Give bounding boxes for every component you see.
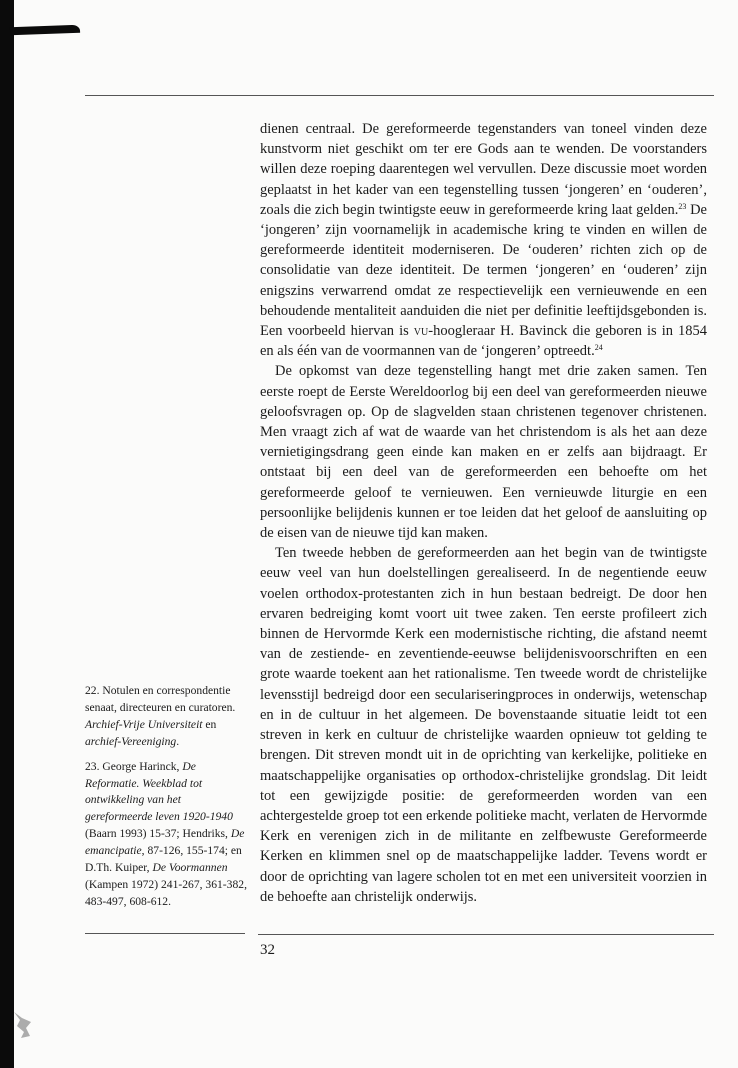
scan-artifact-mark [12, 1010, 34, 1040]
footnote-22-italic-a: Archief-Vrije Universiteit [85, 717, 203, 731]
footnote-22-text-c: . [176, 734, 180, 748]
main-text [260, 119, 707, 907]
footnote-23-italic-c: De Voormannen [152, 861, 228, 875]
footnote-ref-23: 23 [678, 201, 687, 211]
paragraph-1-part-a: dienen centraal. De gereformeerde tegenstanders van toneel vinden deze kunstvorm niet geschikt om ter ere Gods aan te wenden. De voorstanders willen deze roeping daarentegen wel vervullen. Deze discussie moet worden geplaatst in het kader van een tegenstelling tussen ‘jongeren’ en ‘ouderen’, zoals die zich begin twintigste eeuw in gereformeerde kring laat gelden. [260, 121, 707, 218]
footnote-23-text-c: , 87-126, 155-174; en D.Th. Kuiper, [85, 844, 242, 875]
bottom-rule [258, 934, 714, 935]
footnote-22-italic-b: archief-Vereeniging [85, 734, 177, 748]
margin-footnotes [85, 683, 247, 911]
scan-page-curl [10, 25, 80, 35]
footnote-22-text-a: 22. Notulen en correspondentie senaat, directeuren en curatoren. [85, 684, 236, 714]
paragraph-1 [260, 119, 707, 361]
page-number: 32 [260, 942, 275, 958]
footnote-23-text-a: 23. George Harinck, [85, 759, 183, 773]
paragraph-1-part-c: -hoogleraar H. Bavinck die geboren is in 1854 en als één van de voormannen van de ‘jongeren’ optreedt. [260, 323, 708, 360]
scan-dark-edge [0, 0, 14, 1068]
footnote-23-text-d: (Kampen 1972) 241-267, 361-382, 483-497, 608-612. [85, 877, 247, 908]
paragraph-2: De opkomst van deze tegenstelling hangt met drie zaken samen. Ten eerste roept de Eerste Wereldoorlog bij een deel van gereformeerden nieuwe geloofsvragen op. Op de slagvelden staan christenen tegenover christenen. Men vraagt zich af wat de waarde van het christendom is als het aan deze vernietigingsdrang geen einde kan maken en er zelfs aan bijdraagt. Er ontstaat bij een deel van de gereformeerden een behoefte om het gereformeerde geloof te vernieuwen. Een vernieuwde liturgie en een persoonlijke belijdenis kunnen er toe leiden dat het geloof de aansluiting op de eisen van de nieuwe tijd kan maken. [260, 363, 707, 542]
footnote-23-text-b: (Baarn 1993) 15-37; Hendriks, [85, 827, 231, 841]
footnote-22 [85, 683, 247, 751]
smallcaps-vu: vu [413, 323, 429, 340]
footnote-23-italic-a: De Reformatie. Weekblad tot ontwikkeling van het gereformeerde leven 1920-1940 [85, 759, 233, 824]
footnote-22-text-b: en [202, 717, 217, 731]
footnote-rule [85, 933, 245, 934]
footnote-23 [85, 759, 247, 911]
footnote-23-italic-b: De emancipatie [85, 827, 245, 858]
paragraph-1-part-b: De ‘jongeren’ zijn voornamelijk in academische kring te vinden en willen de gereformeerde identiteit moderniseren. De ‘ouderen’ richten zich op de consolidatie van deze identiteit. De termen ‘jongeren’ en ‘ouderen’ zijn enigszins verwarrend omdat ze respectievelijk een vernieuwende en een behoudende mentaliteit aanduiden die niet per definitie leeftijdsgebonden is. Een voorbeeld hiervan is [260, 201, 707, 340]
footnote-ref-24: 24 [594, 343, 603, 353]
top-rule [85, 95, 714, 96]
paragraph-3: Ten tweede hebben de gereformeerden aan het begin van de twintigste eeuw veel van hun doelstellingen gerealiseerd. In de negentiende eeuw voelen orthodox-protestanten zich in hun bestaan bedreigt. De door hen ervaren bedreiging komt voort uit twee zaken. Ten eerste profileert zich binnen de Hervormde Kerk een modernistische richting, die afstand neemt van de zestiende- en zeventiende-eeuwse belijdenisvoorschriften en een grote waarde toekent aan het rationalisme. Ten tweede wordt de christelijke levensstijl bedreigd door een seculariseringproces in onderwijs, wetenschap en in de cultuur in het algemeen. De bovenstaande situatie leidt tot een streven in kerk en cultuur de christelijke waarden opnieuw tot gelding te brengen. Dit streven mondt uit in de oprichting van kerkelijke, politieke en maatschappelijke organisaties op orthodox-christelijke grondslag. Dit leidt tot een gewijzigde positie: de gereformeerden worden van een achtergestelde groep tot een erkende politieke macht, verlaten de Hervormde Kerk en verenigen zich in de militante en zelfbewuste Gereformeerde Kerken en klimmen snel op de maatschappelijke ladder. Tevens wordt er door de oprichting van lagere scholen tot en met een universiteit voorzien in de behoefte aan christelijk onderwijs. [260, 545, 707, 905]
